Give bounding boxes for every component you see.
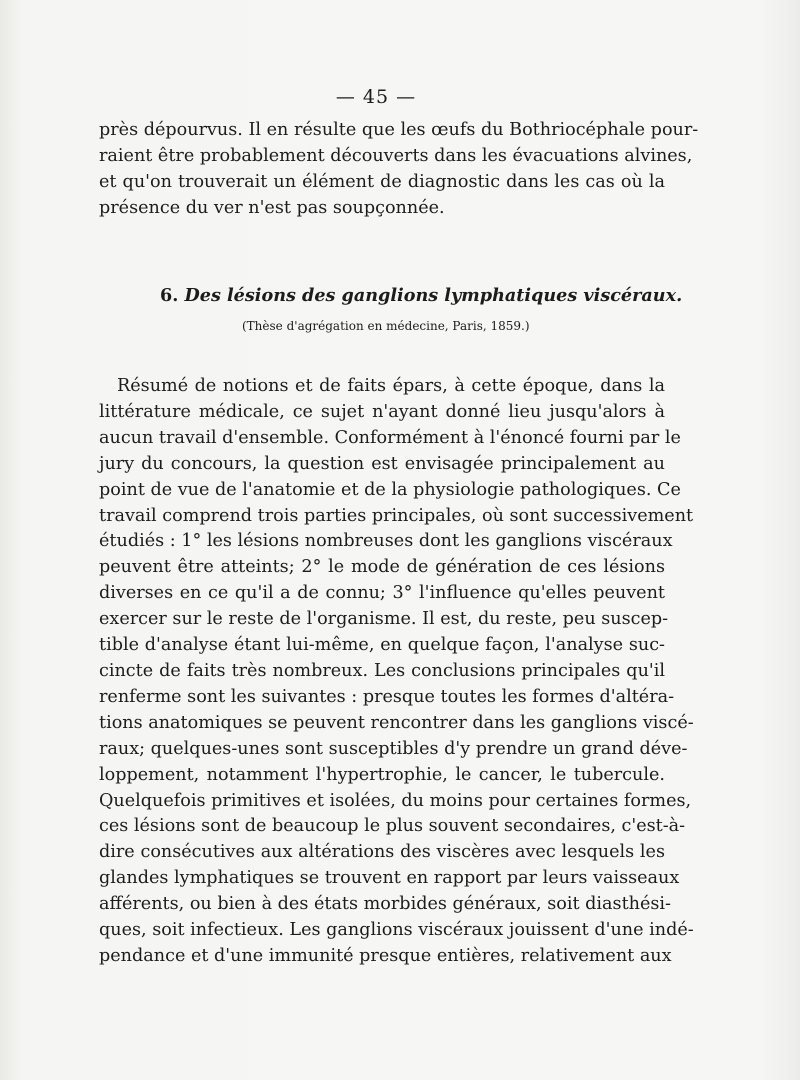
text-line: peuvent être atteints; 2° le mode de génération de ces lésions [99,557,665,578]
text-line: raux; quelques-unes sont susceptibles d'y prendre un grand déve- [99,738,688,759]
text-line: aucun travail d'ensemble. Conformément à l'énoncé fourni par le [99,427,681,448]
text-line: tible d'analyse étant lui-même, en quelque façon, l'analyse suc- [99,635,665,656]
text-line: diverses en ce qu'il a de connu; 3° l'influence qu'elles peuvent [99,583,665,604]
text-line: Résumé de notions et de faits épars, à cette époque, dans la [117,376,665,396]
section-title: Des lésions des ganglions lymphatiques viscéraux. [184,285,683,306]
text-line: étudiés : 1° les lésions nombreuses dont les ganglions viscéraux [99,531,673,552]
text-line: tions anatomiques se peuvent rencontrer dans les ganglions viscé- [99,712,694,733]
text-line: point de vue de l'anatomie et de la physiologie pathologiques. Ce [99,479,681,500]
text-line: littérature médicale, ce sujet n'ayant donné lieu jusqu'alors à [99,401,665,422]
text-line: près dépourvus. Il en résulte que les œufs du Bothriocéphale pour- [99,120,699,140]
main-paragraph [99,374,694,970]
page-number: — 45 — [335,86,417,108]
text-line: dire consécutives aux altérations des viscères avec lesquels les [99,842,665,863]
intro-paragraph [99,118,699,222]
text-line: renferme sont les suivantes : presque toutes les formes d'altéra- [99,686,675,707]
text-line: exercer sur le reste de l'organisme. Il est, du reste, peu suscep- [99,609,669,630]
section-citation: (Thèse d'agrégation en médecine, Paris, 1859.) [242,319,530,333]
text-line: présence du ver n'est pas soupçonnée. [99,197,445,218]
text-line: Quelquefois primitives et isolées, du moins pour certaines formes, [99,790,692,811]
text-line: pendance et d'une immunité presque entières, relativement aux [99,945,672,966]
text-line: loppement, notamment l'hypertrophie, le cancer, le tubercule. [99,764,665,785]
section-heading [160,285,682,306]
text-line: et qu'on trouverait un élément de diagnostic dans les cas où la [99,171,665,192]
section-number: 6. [160,285,179,306]
text-line: ces lésions sont de beaucoup le plus souvent secondaires, c'est-à- [99,816,686,837]
text-line: cincte de faits très nombreux. Les conclusions principales qu'il [99,660,665,681]
text-line: raient être probablement découverts dans les évacuations alvines, [99,145,693,166]
text-line: glandes lymphatiques se trouvent en rapport par leurs vaisseaux [99,868,680,889]
text-line: afférents, ou bien à des états morbides généraux, soit diasthési- [99,894,671,915]
text-line: travail comprend trois parties principales, où sont successivement [99,505,694,526]
text-line: jury du concours, la question est envisagée principalement au [99,453,665,474]
text-line: ques, soit infectieux. Les ganglions viscéraux jouissent d'une indé- [99,920,694,941]
